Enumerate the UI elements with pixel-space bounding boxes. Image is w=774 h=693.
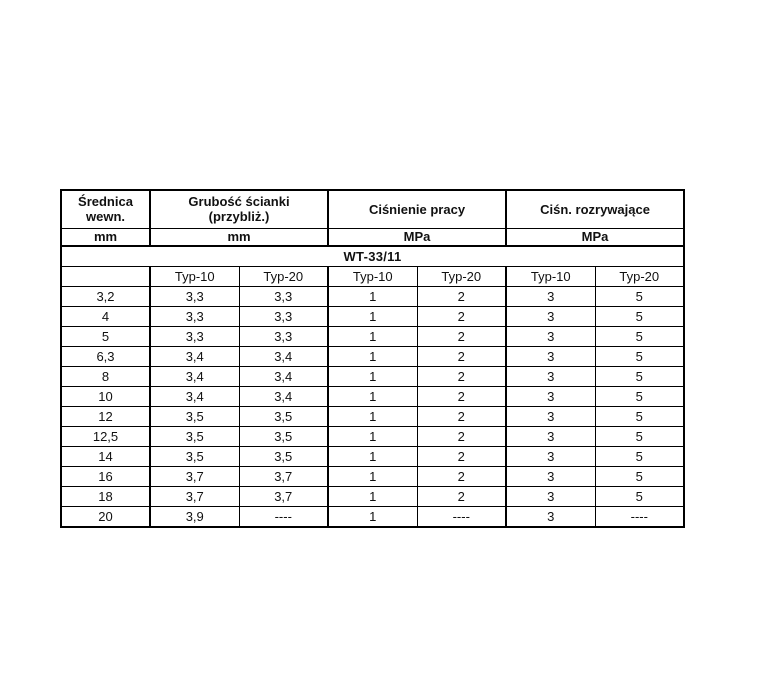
cell-work-typ10: 1	[328, 427, 417, 447]
cell-burst-typ20: 5	[595, 447, 684, 467]
unit-burst-pressure: MPa	[506, 228, 684, 246]
cell-burst-typ20: 5	[595, 467, 684, 487]
cell-burst-typ20: 5	[595, 367, 684, 387]
cell-work-typ20: 2	[417, 447, 506, 467]
cell-burst-typ10: 3	[506, 387, 595, 407]
cell-wall-typ20: 3,4	[239, 367, 328, 387]
table-row	[61, 287, 684, 307]
cell-work-typ20: 2	[417, 307, 506, 327]
cell-burst-typ20: 5	[595, 287, 684, 307]
cell-work-typ10: 1	[328, 367, 417, 387]
cell-burst-typ10: 3	[506, 487, 595, 507]
cell-wall-typ10: 3,5	[150, 427, 239, 447]
cell-diameter: 10	[61, 387, 150, 407]
cell-burst-typ10: 3	[506, 327, 595, 347]
header-wall-thickness	[150, 190, 328, 228]
table-row	[61, 367, 684, 387]
cell-work-typ10: 1	[328, 347, 417, 367]
cell-burst-typ20: 5	[595, 387, 684, 407]
cell-burst-typ10: 3	[506, 347, 595, 367]
cell-work-typ20: 2	[417, 487, 506, 507]
cell-wall-typ20: 3,7	[239, 467, 328, 487]
type-label: Typ-20	[417, 267, 506, 287]
header-wall-line2: (przybliż.)	[208, 209, 270, 225]
table-row	[61, 507, 684, 528]
unit-diameter: mm	[61, 228, 150, 246]
table-row	[61, 447, 684, 467]
cell-work-typ10: 1	[328, 387, 417, 407]
cell-burst-typ10: 3	[506, 407, 595, 427]
cell-wall-typ10: 3,3	[150, 327, 239, 347]
cell-work-typ20: 2	[417, 287, 506, 307]
cell-burst-typ10: 3	[506, 367, 595, 387]
cell-burst-typ20: 5	[595, 427, 684, 447]
header-burst-pressure: Ciśn. rozrywające	[506, 190, 684, 228]
cell-diameter: 4	[61, 307, 150, 327]
type-label: Typ-10	[328, 267, 417, 287]
cell-wall-typ10: 3,7	[150, 487, 239, 507]
cell-diameter: 6,3	[61, 347, 150, 367]
cell-wall-typ20: 3,3	[239, 287, 328, 307]
cell-wall-typ20: ----	[239, 507, 328, 528]
cell-work-typ10: 1	[328, 447, 417, 467]
type-empty-cell	[61, 267, 150, 287]
cell-diameter: 8	[61, 367, 150, 387]
cell-wall-typ20: 3,5	[239, 447, 328, 467]
cell-work-typ20: 2	[417, 327, 506, 347]
cell-wall-typ10: 3,3	[150, 307, 239, 327]
cell-work-typ20: 2	[417, 467, 506, 487]
cell-wall-typ10: 3,5	[150, 447, 239, 467]
table-row	[61, 347, 684, 367]
unit-wall: mm	[150, 228, 328, 246]
table-row	[61, 427, 684, 447]
type-label: Typ-20	[239, 267, 328, 287]
cell-diameter: 16	[61, 467, 150, 487]
cell-burst-typ10: 3	[506, 467, 595, 487]
cell-work-typ10: 1	[328, 327, 417, 347]
header-wall-line1: Grubość ścianki	[188, 194, 290, 210]
table-row	[61, 327, 684, 347]
cell-wall-typ20: 3,7	[239, 487, 328, 507]
header-work-pressure: Ciśnienie pracy	[328, 190, 506, 228]
cell-wall-typ20: 3,5	[239, 427, 328, 447]
cell-wall-typ10: 3,7	[150, 467, 239, 487]
cell-diameter: 12,5	[61, 427, 150, 447]
cell-burst-typ20: 5	[595, 347, 684, 367]
table-row	[61, 487, 684, 507]
cell-diameter: 14	[61, 447, 150, 467]
cell-wall-typ10: 3,4	[150, 387, 239, 407]
cell-work-typ20: ----	[417, 507, 506, 528]
cell-wall-typ10: 3,3	[150, 287, 239, 307]
cell-diameter: 12	[61, 407, 150, 427]
cell-work-typ10: 1	[328, 467, 417, 487]
cell-burst-typ10: 3	[506, 507, 595, 528]
type-label: Typ-10	[506, 267, 595, 287]
table-row	[61, 307, 684, 327]
specification-table	[60, 189, 685, 528]
cell-diameter: 5	[61, 327, 150, 347]
type-label: Typ-20	[595, 267, 684, 287]
cell-work-typ20: 2	[417, 407, 506, 427]
cell-work-typ10: 1	[328, 407, 417, 427]
cell-burst-typ10: 3	[506, 447, 595, 467]
cell-work-typ20: 2	[417, 387, 506, 407]
type-label: Typ-10	[150, 267, 239, 287]
table-row	[61, 387, 684, 407]
table-row	[61, 467, 684, 487]
cell-burst-typ20: ----	[595, 507, 684, 528]
cell-burst-typ20: 5	[595, 487, 684, 507]
cell-wall-typ20: 3,5	[239, 407, 328, 427]
cell-wall-typ20: 3,4	[239, 387, 328, 407]
header-diameter-line2: wewn.	[85, 209, 125, 225]
cell-burst-typ10: 3	[506, 427, 595, 447]
cell-work-typ20: 2	[417, 367, 506, 387]
header-diameter	[61, 190, 150, 228]
cell-work-typ10: 1	[328, 487, 417, 507]
cell-burst-typ20: 5	[595, 307, 684, 327]
cell-diameter: 3,2	[61, 287, 150, 307]
cell-burst-typ20: 5	[595, 407, 684, 427]
cell-burst-typ10: 3	[506, 307, 595, 327]
cell-wall-typ20: 3,3	[239, 307, 328, 327]
cell-wall-typ10: 3,4	[150, 347, 239, 367]
cell-work-typ10: 1	[328, 307, 417, 327]
unit-work-pressure: MPa	[328, 228, 506, 246]
cell-work-typ10: 1	[328, 507, 417, 528]
cell-wall-typ20: 3,4	[239, 347, 328, 367]
cell-work-typ20: 2	[417, 347, 506, 367]
cell-wall-typ10: 3,5	[150, 407, 239, 427]
cell-wall-typ20: 3,3	[239, 327, 328, 347]
cell-diameter: 20	[61, 507, 150, 528]
data-rows	[61, 287, 684, 528]
cell-work-typ10: 1	[328, 287, 417, 307]
cell-work-typ20: 2	[417, 427, 506, 447]
header-diameter-line1: Średnica	[78, 194, 133, 210]
cell-diameter: 18	[61, 487, 150, 507]
cell-burst-typ20: 5	[595, 327, 684, 347]
cell-wall-typ10: 3,9	[150, 507, 239, 528]
table-row	[61, 407, 684, 427]
cell-burst-typ10: 3	[506, 287, 595, 307]
section-title: WT-33/11	[61, 246, 684, 267]
cell-wall-typ10: 3,4	[150, 367, 239, 387]
